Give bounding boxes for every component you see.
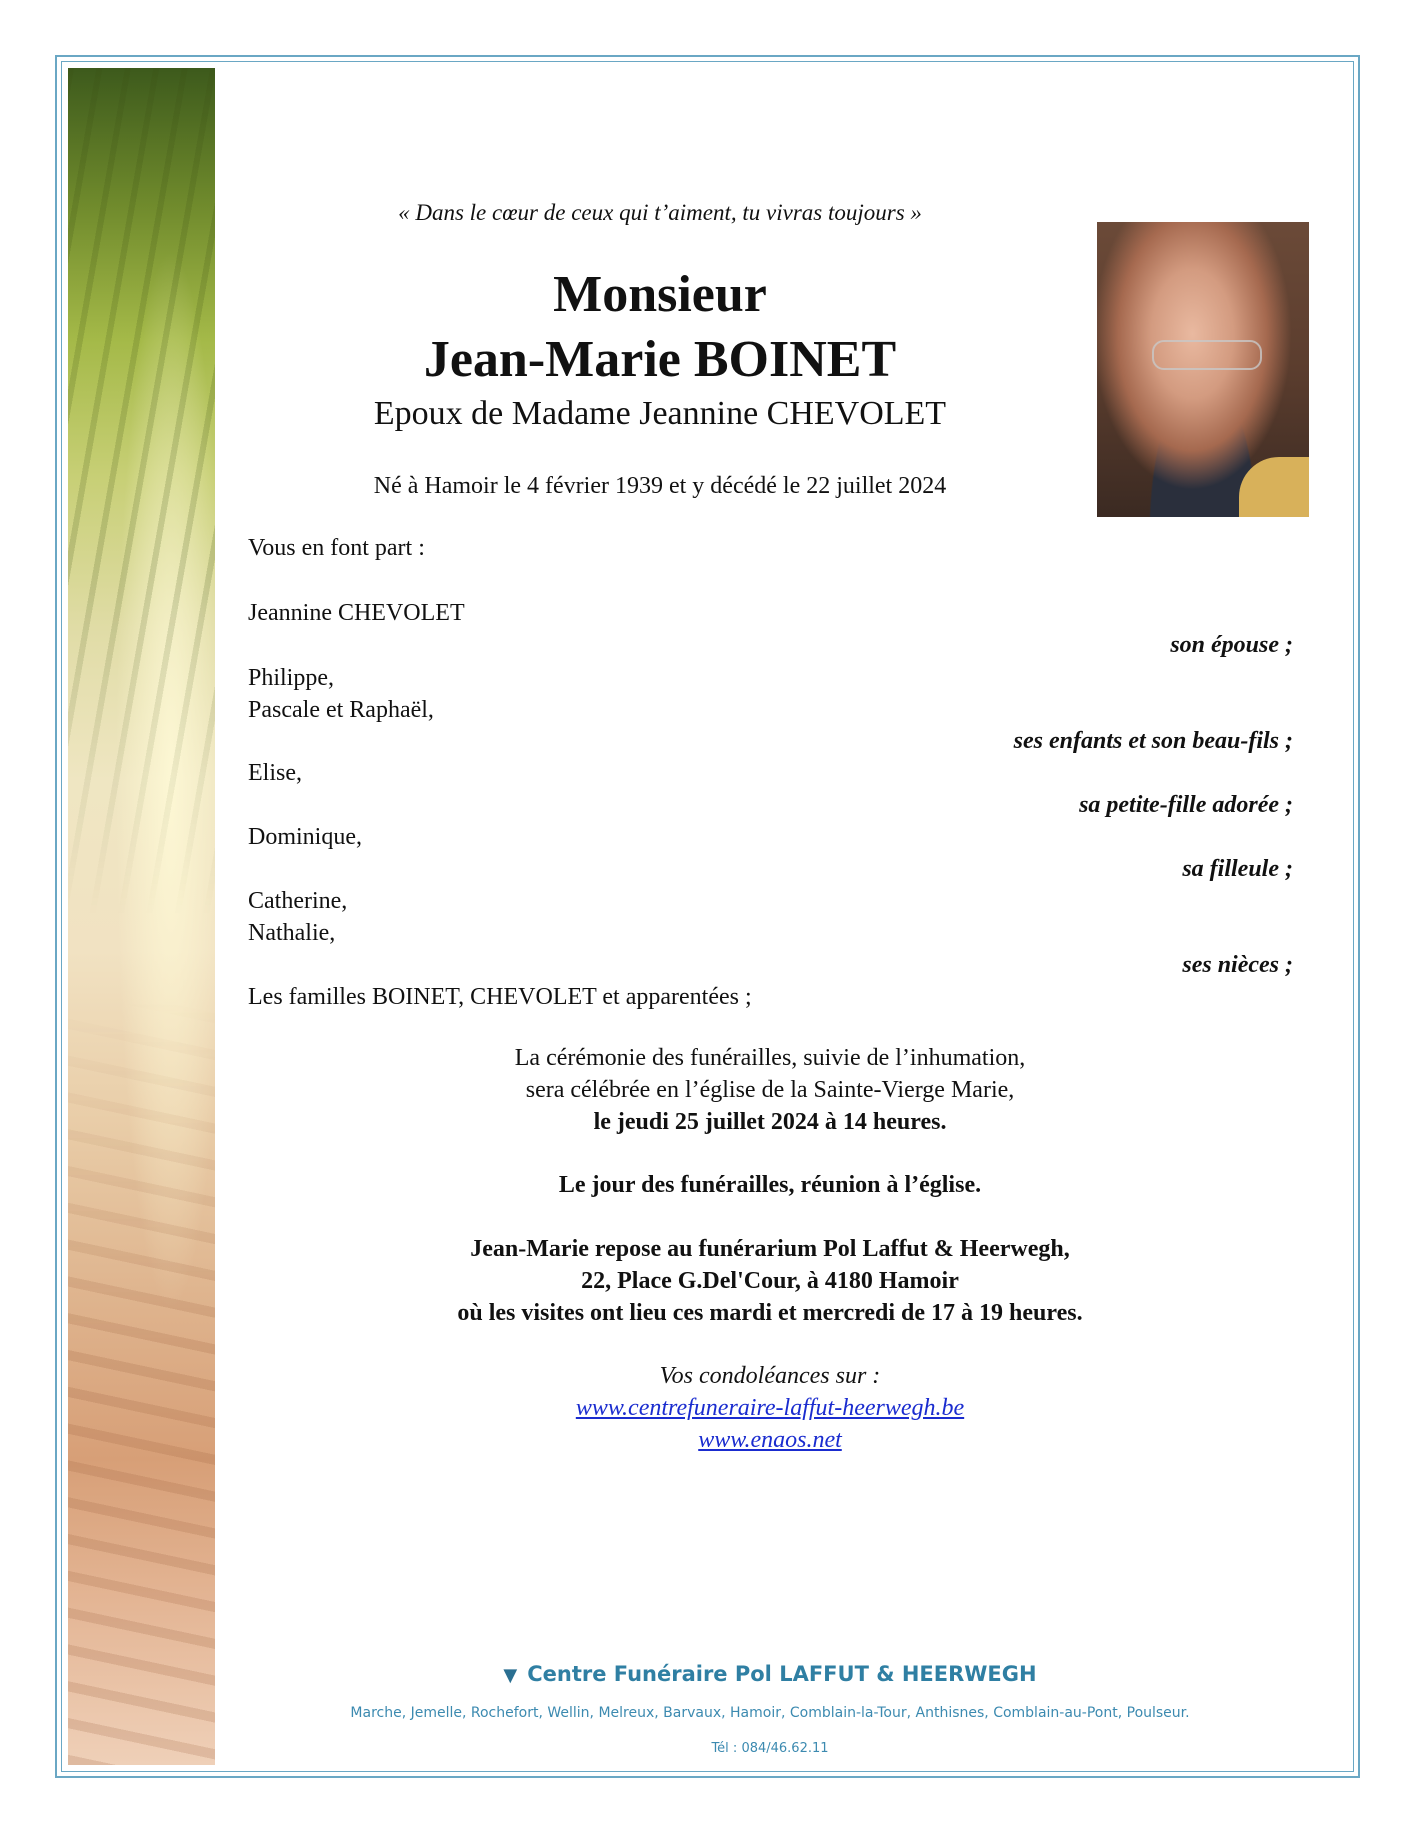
meeting-line: Le jour des funérailles, réunion à l’église. [558, 1172, 982, 1198]
portrait-photo [1097, 222, 1309, 517]
funerarium-line: Jean-Marie repose au funérarium Pol Laffut & Heerwegh, [470, 1236, 1070, 1262]
born-died-line: Né à Hamoir le 4 février 1939 et y décédé le 22 juillet 2024 [373, 473, 947, 499]
ceremony-date: le jeudi 25 juillet 2024 à 14 heures. [593, 1109, 947, 1135]
ceremony-line: La cérémonie des funérailles, suivie de l’inhumation, [514, 1045, 1026, 1071]
family-intro: Vous en font part : [248, 535, 425, 561]
honorific: Monsieur [553, 266, 767, 323]
forest-path-image [68, 68, 215, 1765]
quote: « Dans le cœur de ceux qui t’aiment, tu vivras toujours » [398, 200, 922, 225]
condolences-label: Vos condoléances sur : [659, 1363, 881, 1389]
family-relation: sa filleule ; [1182, 856, 1293, 882]
deceased-name: Jean-Marie BOINET [423, 331, 897, 388]
funeral-home-name [250, 1662, 1290, 1686]
glasses-detail [1152, 340, 1262, 370]
collar-detail [1239, 457, 1309, 517]
family-line: Jeannine CHEVOLET [248, 600, 465, 626]
family-line: Dominique, [248, 824, 362, 850]
family-relation: son épouse ; [1170, 632, 1293, 658]
family-relation: sa petite-fille adorée ; [1079, 792, 1293, 818]
visiting-hours: où les visites ont lieu ces mardi et mercredi de 17 à 19 heures. [457, 1300, 1083, 1326]
funerarium-address: 22, Place G.Del'Cour, à 4180 Hamoir [581, 1268, 959, 1294]
family-relation: ses nièces ; [1182, 952, 1293, 978]
family-relation: ses enfants et son beau-fils ; [1013, 728, 1293, 754]
funeral-home-towns: Marche, Jemelle, Rochefort, Wellin, Melreux, Barvaux, Hamoir, Comblain-la-Tour, Anthisnes, Comblain-au-Pont, Poulseur. [350, 1705, 1190, 1721]
condolences-link-enaos[interactable]: www.enaos.net [698, 1427, 842, 1453]
spouse-line: Epoux de Madame Jeannine CHEVOLET [373, 395, 947, 432]
family-line: Les familles BOINET, CHEVOLET et apparentées ; [248, 984, 752, 1010]
funeral-home-phone: Tél : 084/46.62.11 [711, 1741, 829, 1756]
ceremony-line: sera célébrée en l’église de la Sainte-Vierge Marie, [525, 1077, 1015, 1103]
funeral-home-label: Centre Funéraire Pol LAFFUT & HEERWEGH [527, 1662, 1037, 1686]
condolences-link-laffut[interactable]: www.centrefuneraire-laffut-heerwegh.be [575, 1395, 965, 1421]
family-line: Nathalie, [248, 920, 336, 946]
triangle-down-icon: ▼ [503, 1665, 518, 1686]
family-line: Pascale et Raphaël, [248, 697, 434, 723]
family-line: Elise, [248, 760, 302, 786]
family-line: Catherine, [248, 888, 348, 914]
family-line: Philippe, [248, 665, 335, 691]
